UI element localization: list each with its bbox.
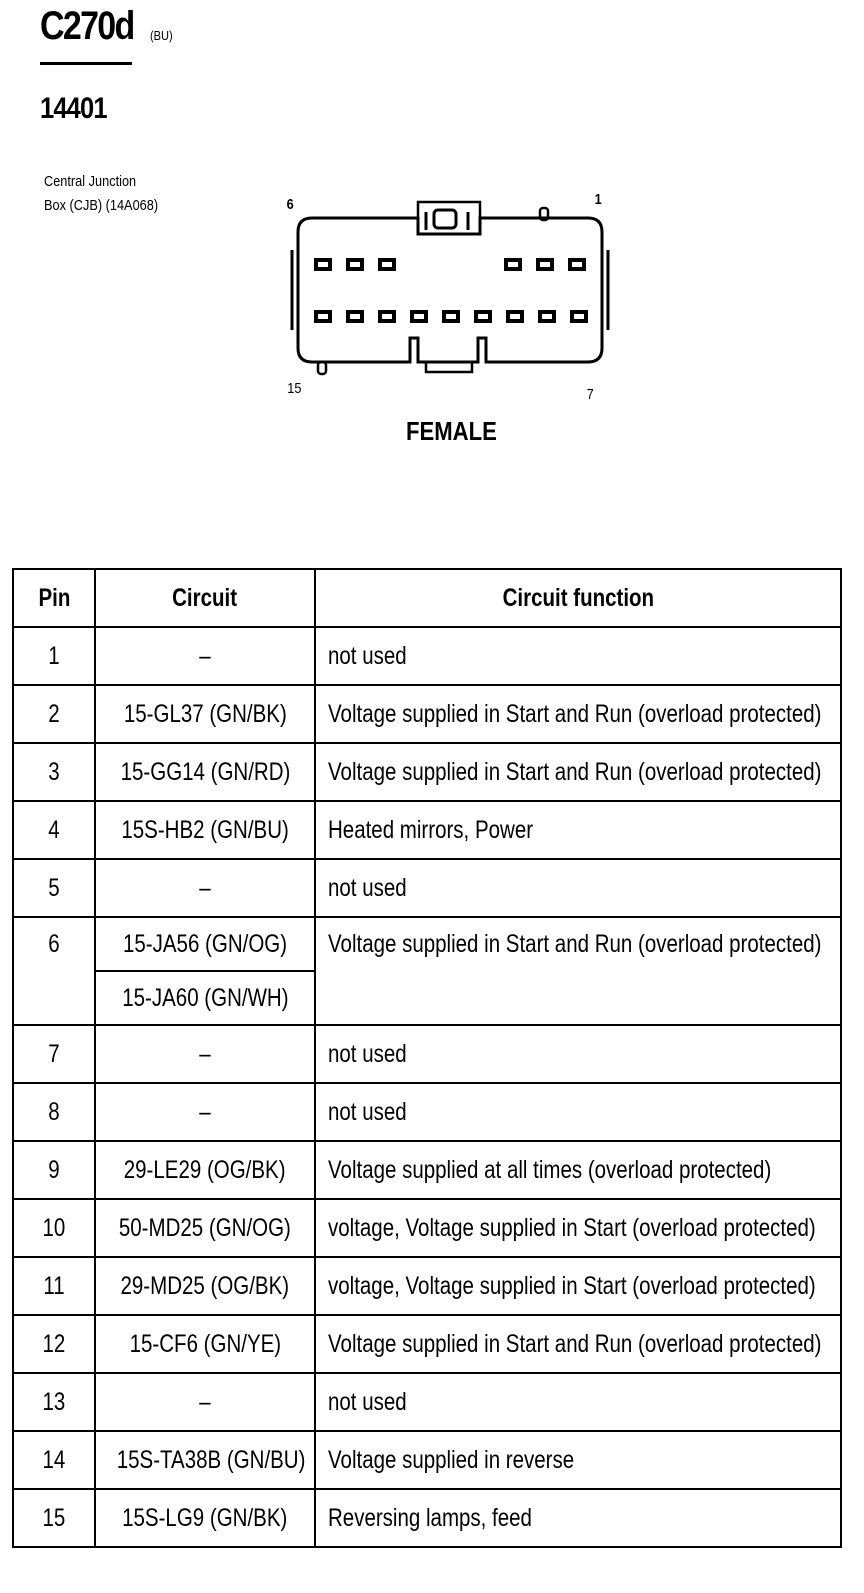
connector-id: C270d — [40, 4, 134, 48]
pin-cell: 10 — [13, 1199, 95, 1257]
connector-face-diagram — [280, 190, 620, 390]
function-cell: Heated mirrors, Power — [315, 801, 841, 859]
description-line-1: Central Junction — [44, 173, 137, 190]
table-row — [13, 1431, 841, 1489]
table-row — [13, 743, 841, 801]
table-row — [13, 627, 841, 685]
pin-cell: 3 — [13, 743, 95, 801]
pin-cell: 15 — [13, 1489, 95, 1547]
table-row — [13, 801, 841, 859]
pinout-table — [12, 568, 842, 1548]
circuit-cell: 15S-LG9 (GN/BK) — [95, 1489, 315, 1547]
function-cell: Voltage supplied at all times (overload protected) — [315, 1141, 841, 1199]
pin-cell: 13 — [13, 1373, 95, 1431]
table-row — [13, 685, 841, 743]
pin-cell: 12 — [13, 1315, 95, 1373]
header-pin: Pin — [13, 569, 95, 627]
pin-label-7: 7 — [586, 386, 594, 403]
pin-cell: 4 — [13, 801, 95, 859]
header-circuit: Circuit — [95, 569, 315, 627]
function-cell: voltage, Voltage supplied in Start (overload protected) — [315, 1199, 841, 1257]
function-cell: not used — [315, 1083, 841, 1141]
function-cell: Voltage supplied in Start and Run (overload protected) — [315, 743, 841, 801]
pin-cell: 1 — [13, 627, 95, 685]
function-cell: Reversing lamps, feed — [315, 1489, 841, 1547]
table-row — [13, 1025, 841, 1083]
circuit-cell: – — [95, 627, 315, 685]
circuit-cell: – — [95, 1025, 315, 1083]
table-row — [13, 1373, 841, 1431]
pin-cell: 6 — [13, 917, 95, 1025]
cavity-row-top — [316, 260, 584, 269]
table-row — [13, 1489, 841, 1547]
function-cell: Voltage supplied in Start and Run (overload protected) — [315, 1315, 841, 1373]
function-cell: Voltage supplied in Start and Run (overload protected) — [315, 917, 841, 1025]
connector-color: (BU) — [150, 28, 173, 43]
pin-cell: 5 — [13, 859, 95, 917]
function-cell: not used — [315, 1373, 841, 1431]
pin-cell: 2 — [13, 685, 95, 743]
circuit-cell: – — [95, 1083, 315, 1141]
title-underline — [40, 62, 132, 65]
function-cell: Voltage supplied in reverse — [315, 1431, 841, 1489]
table-row — [13, 917, 841, 971]
description-line-2: Box (CJB) (14A068) — [44, 197, 159, 214]
circuit-cell: 50-MD25 (GN/OG) — [95, 1199, 315, 1257]
pin-cell: 7 — [13, 1025, 95, 1083]
table-row — [13, 1199, 841, 1257]
pin-label-1: 1 — [594, 191, 602, 208]
pin-cell: 8 — [13, 1083, 95, 1141]
circuit-cell: 15-CF6 (GN/YE) — [95, 1315, 315, 1373]
part-number: 14401 — [40, 92, 107, 125]
pin-cell: 14 — [13, 1431, 95, 1489]
circuit-cell: 29-LE29 (OG/BK) — [95, 1141, 315, 1199]
function-cell: Voltage supplied in Start and Run (overload protected) — [315, 685, 841, 743]
circuit-cell: 15S-TA38B (GN/BU) — [95, 1431, 315, 1489]
cavity-row-bottom — [316, 312, 586, 321]
circuit-cell: 15-JA60 (GN/WH) — [95, 971, 315, 1025]
table-row — [13, 859, 841, 917]
circuit-cell: 15-GL37 (GN/BK) — [95, 685, 315, 743]
circuit-cell: 29-MD25 (OG/BK) — [95, 1257, 315, 1315]
table-header-row — [13, 569, 841, 627]
connector-body — [298, 218, 602, 362]
pin-label-6: 6 — [286, 196, 294, 213]
function-cell: not used — [315, 1025, 841, 1083]
table-row — [13, 1141, 841, 1199]
table-row — [13, 1315, 841, 1373]
circuit-cell: 15S-HB2 (GN/BU) — [95, 801, 315, 859]
table-row — [13, 1257, 841, 1315]
component-description — [44, 170, 158, 218]
circuit-cell: – — [95, 1373, 315, 1431]
circuit-cell: 15-JA56 (GN/OG) — [95, 917, 315, 971]
table-row — [13, 1083, 841, 1141]
pin-cell: 11 — [13, 1257, 95, 1315]
function-cell: not used — [315, 627, 841, 685]
function-cell: not used — [315, 859, 841, 917]
connector-gender: FEMALE — [406, 416, 497, 446]
circuit-cell: – — [95, 859, 315, 917]
pin-cell: 9 — [13, 1141, 95, 1199]
header-circuit-function: Circuit function — [315, 569, 841, 627]
function-cell: voltage, Voltage supplied in Start (overload protected) — [315, 1257, 841, 1315]
pin-label-15: 15 — [287, 380, 302, 397]
circuit-cell: 15-GG14 (GN/RD) — [95, 743, 315, 801]
